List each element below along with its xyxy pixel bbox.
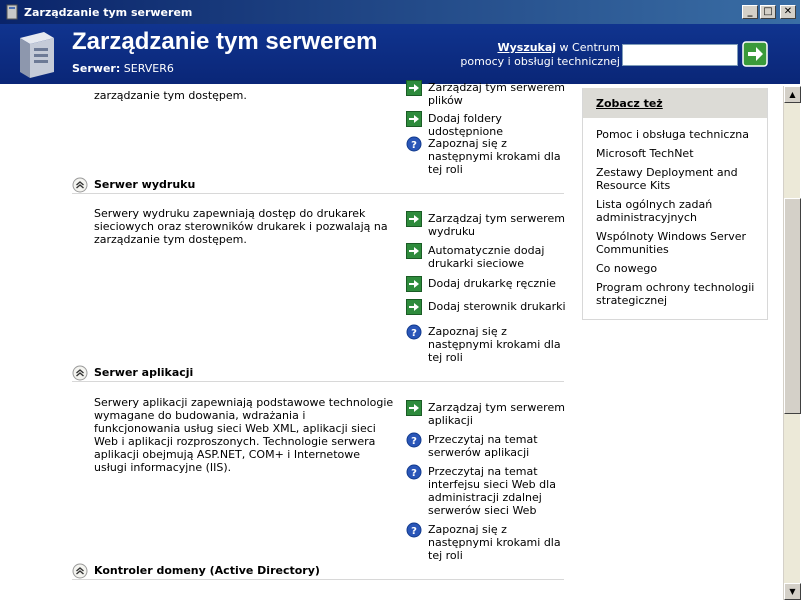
main-content — [0, 81, 783, 600]
link-strategic-protection[interactable]: Program ochrony technologii strategicznej — [596, 281, 755, 307]
task-label: Dodaj sterownik drukarki — [428, 300, 566, 313]
task-label: Dodaj drukarkę ręcznie — [428, 277, 556, 290]
task-next-steps-print[interactable] — [406, 325, 566, 364]
collapse-icon[interactable] — [72, 563, 88, 579]
server-icon — [14, 30, 60, 80]
task-manage-file-server[interactable] — [406, 81, 566, 107]
section-domain-controller — [72, 562, 564, 580]
search-link[interactable]: Wyszukaj — [497, 41, 557, 54]
green-arrow-icon — [406, 243, 422, 259]
task-label: Automatycznie dodaj drukarki sieciowe — [428, 244, 545, 270]
task-next-steps-file[interactable] — [406, 137, 566, 176]
task-label: Przeczytaj na temat interfejsu sieci Web dla administracji zdalnej serwerów sieci Web — [428, 465, 556, 517]
svg-text:?: ? — [411, 526, 417, 537]
task-add-printer-driver[interactable] — [406, 300, 566, 315]
task-label: Zapoznaj się z następnymi krokami dla tej roli — [428, 325, 561, 364]
app-server-description: Serwery aplikacji zapewniają podstawowe technologie wymagane do budowania, wdrażania i funkcjonowania usług sieci Web XML, aplikacji sieci Web i aplikacji rozproszonych. Technologie serwera aplikacji obejmują ASP.NET, COM+ i Internetowe usługi informacyjne (IIS). — [94, 396, 394, 474]
see-also-pane — [582, 88, 768, 320]
task-next-steps-app[interactable] — [406, 523, 566, 562]
task-label: Zarządzaj tym serwerem plików — [428, 81, 565, 107]
print-server-description: Serwery wydruku zapewniają dostęp do drukarek sieciowych oraz sterowników drukarek i pozwalają na zarządzanie tym dostępem. — [94, 207, 388, 246]
green-arrow-icon — [406, 299, 422, 315]
scroll-thumb[interactable] — [784, 198, 801, 414]
server-name-line — [72, 62, 174, 75]
title-bar — [0, 0, 800, 24]
search-input[interactable] — [622, 44, 738, 66]
link-communities[interactable]: Wspólnoty Windows Server Communities — [596, 230, 747, 256]
green-arrow-icon — [406, 211, 422, 227]
svg-text:?: ? — [411, 328, 417, 339]
help-icon — [406, 432, 422, 448]
task-manage-print-server[interactable] — [406, 212, 566, 238]
task-add-printer-manually[interactable] — [406, 277, 566, 292]
help-icon — [406, 136, 422, 152]
section-title: Kontroler domeny (Active Directory) — [94, 564, 320, 577]
task-label: Zarządzaj tym serwerem wydruku — [428, 212, 565, 238]
scroll-up-button[interactable]: ▲ — [784, 86, 801, 103]
server-name: SERVER6 — [123, 62, 174, 75]
task-label: Zapoznaj się z następnymi krokami dla tej roli — [428, 523, 561, 562]
link-whats-new[interactable]: Co nowego — [596, 262, 658, 275]
svg-text:?: ? — [411, 468, 417, 479]
search-label-text: w Centrum pomocy i obsługi technicznej — [460, 41, 620, 68]
file-server-description: zarządzanie tym dostępem. — [94, 89, 247, 102]
help-icon — [406, 464, 422, 480]
section-print-server — [72, 176, 564, 194]
task-label: Zarządzaj tym serwerem aplikacji — [428, 401, 565, 427]
search-label — [460, 41, 620, 69]
green-arrow-icon — [406, 276, 422, 292]
help-icon — [406, 324, 422, 340]
section-title: Serwer aplikacji — [94, 366, 194, 379]
link-help-support[interactable]: Pomoc i obsługa techniczna — [596, 128, 749, 141]
maximize-button[interactable]: □ — [760, 5, 776, 19]
task-read-remote-admin[interactable] — [406, 465, 566, 517]
task-read-about-app-servers[interactable] — [406, 433, 566, 459]
scroll-down-button[interactable]: ▼ — [784, 583, 801, 600]
green-arrow-icon — [406, 400, 422, 416]
task-add-shared-folders[interactable] — [406, 112, 566, 138]
task-label: Zapoznaj się z następnymi krokami dla tej roli — [428, 137, 561, 176]
green-arrow-icon — [406, 80, 422, 96]
link-deployment-kits[interactable]: Zestawy Deployment and Resource Kits — [596, 166, 738, 192]
close-button[interactable]: ✕ — [780, 5, 796, 19]
see-also-title: Zobacz też — [583, 88, 767, 118]
collapse-icon[interactable] — [72, 177, 88, 193]
go-arrow-button[interactable] — [742, 41, 768, 67]
task-label: Przeczytaj na temat serwerów aplikacji — [428, 433, 538, 459]
section-app-server — [72, 364, 564, 382]
minimize-button[interactable]: _ — [742, 5, 758, 19]
window-title: Zarządzanie tym serwerem — [24, 5, 193, 19]
collapse-icon[interactable] — [72, 365, 88, 381]
page-title: Zarządzanie tym serwerem — [72, 28, 378, 55]
svg-text:?: ? — [411, 140, 417, 151]
task-auto-add-printers[interactable] — [406, 244, 566, 270]
server-app-icon — [4, 4, 20, 20]
svg-text:?: ? — [411, 436, 417, 447]
help-icon — [406, 522, 422, 538]
link-admin-tasks[interactable]: Lista ogólnych zadań administracyjnych — [596, 198, 713, 224]
task-label: Dodaj foldery udostępnione — [428, 112, 503, 138]
link-technet[interactable]: Microsoft TechNet — [596, 147, 694, 160]
section-title: Serwer wydruku — [94, 178, 196, 191]
header-banner — [0, 24, 800, 86]
green-arrow-icon — [406, 111, 422, 127]
server-label: Serwer: — [72, 62, 121, 75]
vertical-scrollbar[interactable] — [783, 86, 800, 600]
task-manage-app-server[interactable] — [406, 401, 566, 427]
